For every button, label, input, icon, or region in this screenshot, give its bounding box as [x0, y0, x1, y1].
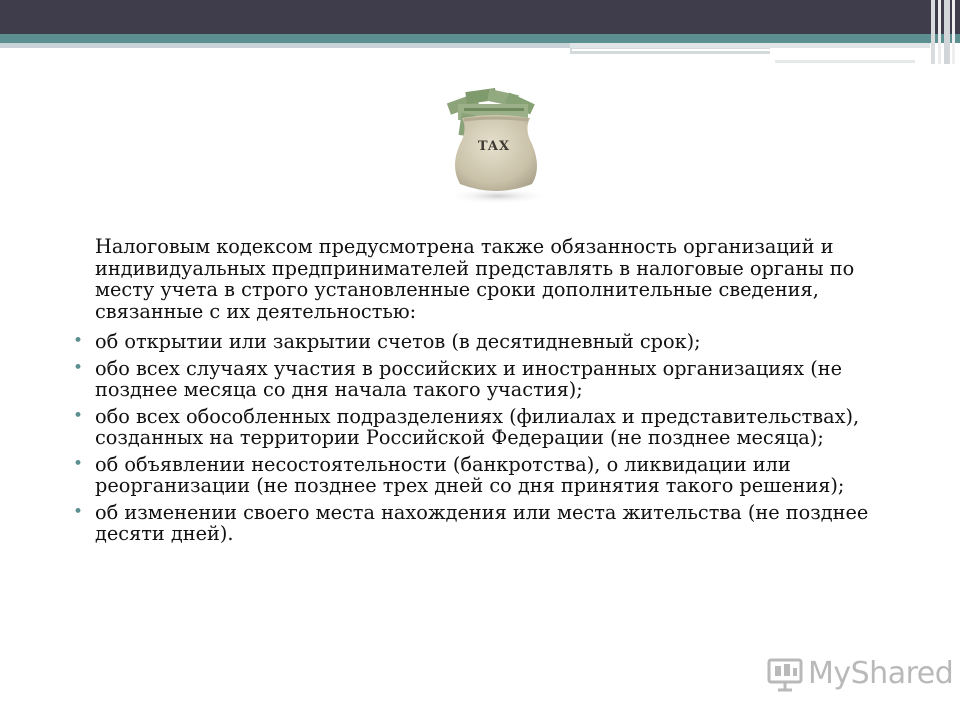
header-band: [0, 0, 960, 34]
tax-bag-image: [436, 84, 554, 204]
presentation-icon: [766, 654, 806, 694]
list-item-text: об объявлении несостоятельности (банкротства), о ликвидации или реорганизации (не позднее трех дней со дня принятия такого решения);: [95, 452, 845, 497]
slide-body: [70, 236, 890, 550]
header-vertical-bar: [952, 0, 955, 64]
header-vertical-bar: [931, 0, 935, 64]
header-accent-stripe: [0, 34, 960, 43]
list-item: [70, 502, 890, 545]
header-rule: [572, 49, 890, 51]
list-item: [70, 454, 890, 497]
watermark-text: MyShared: [808, 656, 954, 691]
header-rule: [775, 60, 915, 63]
list-item: [70, 358, 890, 401]
bullet-icon: •: [73, 331, 84, 351]
header-vertical-bar: [938, 0, 941, 64]
bullet-icon: •: [73, 357, 84, 378]
bullet-icon: •: [73, 405, 84, 426]
bullet-icon: •: [73, 501, 84, 522]
list-item-text: об изменении своего места нахождения или места жительства (не позднее десяти дней).: [95, 500, 869, 545]
header-rule: [0, 43, 570, 48]
intro-paragraph: Налоговым кодексом предусмотрена также обязанность организаций и индивидуальных предпринимателей представлять в налоговые органы по месту учета в строго установленные сроки дополнительные сведения, связанные с их деятельностью:: [95, 235, 855, 323]
list-item-text: обо всех случаях участия в российских и иностранных организациях (не позднее месяца со дня начала такого участия);: [95, 356, 843, 401]
list-item: [70, 406, 890, 449]
list-item-text: обо всех обособленных подразделениях (филиалах и представительствах), созданных на территории Российской Федерации (не позднее месяца);: [95, 404, 860, 449]
header-vertical-bar: [944, 0, 950, 64]
list-item: [70, 331, 890, 353]
bullet-icon: •: [73, 453, 84, 474]
requirements-list: [70, 331, 890, 545]
bag-label: TAX: [477, 139, 511, 154]
list-item-text: об открытии или закрытии счетов (в десятидневный срок);: [95, 330, 701, 353]
watermark: [766, 654, 954, 694]
